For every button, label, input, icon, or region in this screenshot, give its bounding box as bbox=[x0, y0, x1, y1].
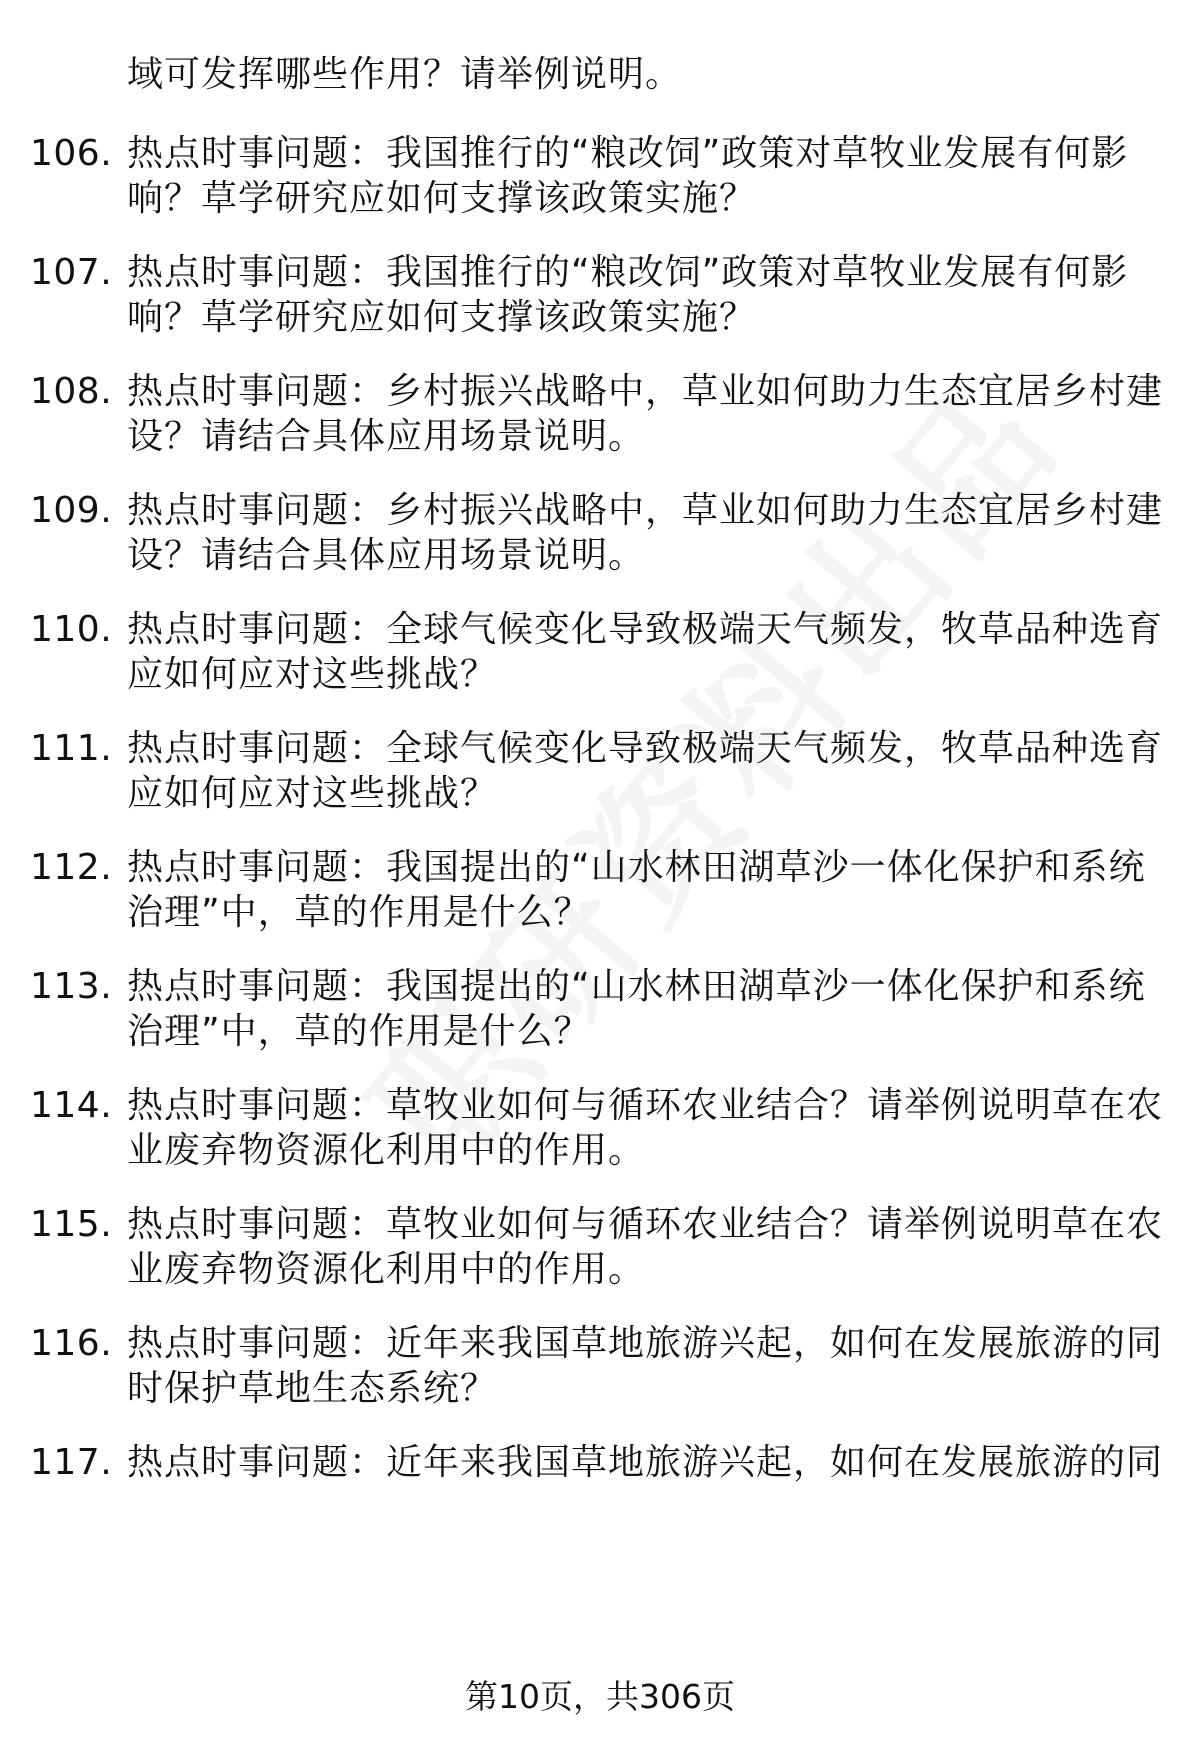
continued-text-line bbox=[0, 45, 1200, 105]
question-item bbox=[0, 1433, 1200, 1493]
question-text: 业废弃物资源化利用中的作用。 bbox=[127, 1249, 646, 1290]
question-number: 111. bbox=[30, 728, 113, 769]
question-text: 应如何应对这些挑战？ bbox=[127, 773, 498, 814]
page-footer: 第10页，共306页 bbox=[465, 1677, 735, 1716]
question-text: 热点时事问题：我国提出的“山水林田湖草沙一体化保护和系统 bbox=[127, 847, 1146, 888]
question-text: 热点时事问题：草牧业如何与循环农业结合？请举例说明草在农 bbox=[127, 1085, 1164, 1126]
question-continuation bbox=[0, 1002, 1200, 1062]
question-number: 115. bbox=[30, 1204, 113, 1245]
question-continuation bbox=[0, 645, 1200, 705]
question-text: 设？请结合具体应用场景说明。 bbox=[127, 416, 646, 457]
question-number: 108. bbox=[30, 371, 113, 412]
question-text: 热点时事问题：草牧业如何与循环农业结合？请举例说明草在农 bbox=[127, 1204, 1164, 1245]
question-text: 热点时事问题：乡村振兴战略中，草业如何助力生态宜居乡村建 bbox=[127, 371, 1164, 412]
question-text: 热点时事问题：近年来我国草地旅游兴起，如何在发展旅游的同 bbox=[127, 1442, 1164, 1483]
question-text: 热点时事问题：近年来我国草地旅游兴起，如何在发展旅游的同 bbox=[127, 1323, 1164, 1364]
question-number: 117. bbox=[30, 1442, 113, 1483]
question-number: 107. bbox=[30, 252, 113, 293]
question-text: 热点时事问题：乡村振兴战略中，草业如何助力生态宜居乡村建 bbox=[127, 490, 1164, 531]
question-number: 113. bbox=[30, 966, 113, 1007]
question-text: 业废弃物资源化利用中的作用。 bbox=[127, 1130, 646, 1171]
question-text: 时保护草地生态系统？ bbox=[127, 1368, 498, 1409]
question-continuation bbox=[0, 407, 1200, 467]
question-text: 热点时事问题：我国推行的“粮改饲”政策对草牧业发展有何影 bbox=[127, 133, 1129, 174]
question-continuation bbox=[0, 526, 1200, 586]
question-continuation bbox=[0, 288, 1200, 348]
question-continuation bbox=[0, 169, 1200, 229]
question-continuation bbox=[0, 1240, 1200, 1300]
question-text: 热点时事问题：全球气候变化导致极端天气频发，牧草品种选育 bbox=[127, 728, 1164, 769]
question-text: 应如何应对这些挑战？ bbox=[127, 654, 498, 695]
question-text: 设？请结合具体应用场景说明。 bbox=[127, 535, 646, 576]
question-text: 域可发挥哪些作用？请举例说明。 bbox=[127, 54, 683, 95]
question-number: 106. bbox=[30, 133, 113, 174]
question-text: 响？草学研究应如何支撑该政策实施？ bbox=[127, 297, 757, 338]
question-text: 热点时事问题：我国提出的“山水林田湖草沙一体化保护和系统 bbox=[127, 966, 1146, 1007]
question-text: 响？草学研究应如何支撑该政策实施？ bbox=[127, 178, 757, 219]
question-number: 116. bbox=[30, 1323, 113, 1364]
question-continuation bbox=[0, 1121, 1200, 1181]
question-number: 112. bbox=[30, 847, 113, 888]
question-text: 治理”中，草的作用是什么？ bbox=[127, 892, 591, 933]
question-number: 114. bbox=[30, 1085, 113, 1126]
question-number: 110. bbox=[30, 609, 113, 650]
question-number: 109. bbox=[30, 490, 113, 531]
question-text: 治理”中，草的作用是什么？ bbox=[127, 1011, 591, 1052]
question-continuation bbox=[0, 883, 1200, 943]
question-continuation bbox=[0, 1359, 1200, 1419]
question-text: 热点时事问题：全球气候变化导致极端天气频发，牧草品种选育 bbox=[127, 609, 1164, 650]
question-text: 热点时事问题：我国推行的“粮改饲”政策对草牧业发展有何影 bbox=[127, 252, 1129, 293]
question-continuation bbox=[0, 764, 1200, 824]
